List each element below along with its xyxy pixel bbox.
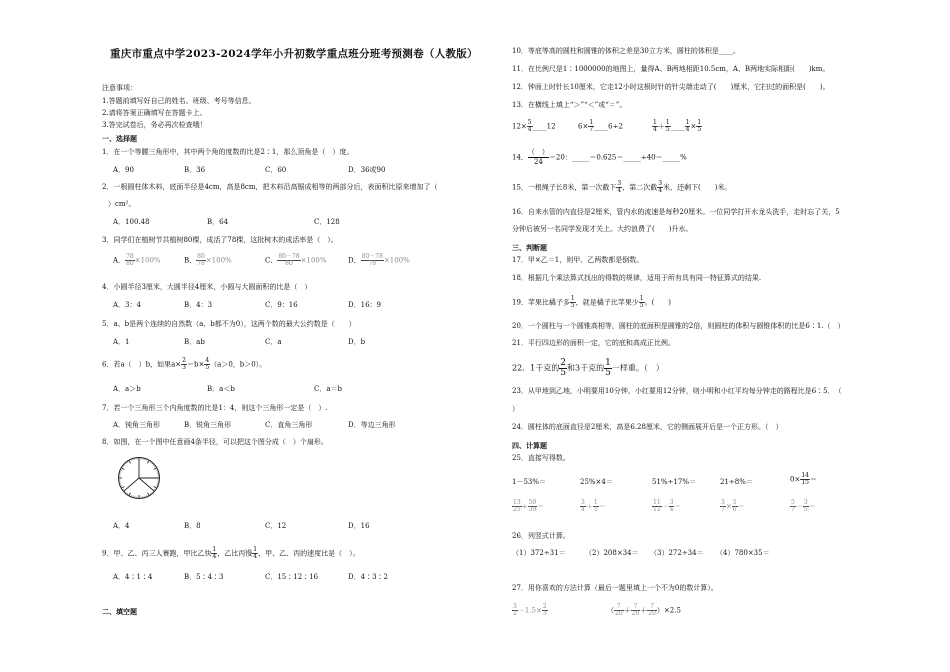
q4-option-d: D．16：9 xyxy=(348,301,381,309)
q27b-close: ）×2.5 xyxy=(656,606,681,615)
q22-pre: 22．1千克的 xyxy=(512,363,560,373)
q27b-fraction-3 xyxy=(647,604,657,617)
q6-f1-den: 3 xyxy=(182,364,186,371)
q22-f1-den: 5 xyxy=(560,368,567,378)
q25-8-n1: 11 xyxy=(653,499,661,506)
q25-9-n2: 5 xyxy=(732,499,737,506)
q3-option-a-letter: A． xyxy=(113,256,126,265)
q25-5-pre: 0× xyxy=(790,475,801,484)
section-fill: 二、填空题 xyxy=(102,607,137,616)
q27b-open: （ xyxy=(607,606,614,615)
q13-c-plus: ＋ xyxy=(657,122,665,131)
q27b-d1: 20 xyxy=(615,610,623,617)
q8-option-b: B．8 xyxy=(184,522,201,530)
q13-a-num: 5 xyxy=(527,119,532,126)
q25-8-eq: ＝ xyxy=(674,502,682,511)
q25-8-n2: 3 xyxy=(669,499,674,506)
q27b-n1: 7 xyxy=(614,604,624,611)
q4-option-b: B．4：3 xyxy=(184,301,213,309)
q25-5-post: ＝ xyxy=(809,475,817,484)
q19-f2-den: 5 xyxy=(639,302,644,309)
q6-f2-num: 4 xyxy=(205,357,210,364)
q3-d-suffix: ×100% xyxy=(383,256,410,265)
q13-item-a xyxy=(512,120,556,133)
question-15 xyxy=(512,181,732,194)
radius-3 xyxy=(124,478,139,491)
clock-tick xyxy=(148,460,150,463)
q3-option-d xyxy=(348,254,410,267)
q3-option-a-fraction xyxy=(125,254,135,267)
q25-9-d1: 7 xyxy=(721,506,725,513)
q25-item-5 xyxy=(790,473,817,486)
q25-5-fraction xyxy=(800,473,810,486)
q25-10-eq: ＝ xyxy=(808,502,816,511)
clock-tick xyxy=(129,460,131,463)
q3-option-a xyxy=(113,254,161,267)
q25-9-op: × xyxy=(725,502,732,511)
q3-b-suffix: ×100% xyxy=(205,256,232,265)
q7-option-b: B．锐角三角形 xyxy=(184,421,232,429)
q8-option-c: C．12 xyxy=(265,522,287,530)
q27b-d2: 20 xyxy=(631,610,640,617)
question-4: 4．小圆半径3厘米，大圆半径4厘米，小圆与大圆面积的比是（ ） xyxy=(102,283,312,291)
q13-b-post: ____6÷2 xyxy=(594,122,623,131)
question-16: 16．自来水管的内直径是2厘米，管内水的流速是每秒20厘米。一位同学打开水龙头洗手，走时忘了关，5 xyxy=(512,208,840,216)
q5-option-a: A．1 xyxy=(113,338,130,346)
q13-c2-num: 1 xyxy=(665,119,670,126)
q25-item-7 xyxy=(580,500,606,513)
q4-option-c: C．9：16 xyxy=(265,301,298,309)
q13-c-times: × xyxy=(690,122,697,131)
question-22 xyxy=(512,359,664,378)
q25-6-n2: 50 xyxy=(528,499,537,506)
clock-figure xyxy=(117,456,161,500)
q27-item-a xyxy=(512,604,548,617)
q3-b-denominator: 78 xyxy=(197,260,205,267)
q25-10-d1: 7 xyxy=(791,506,795,513)
q9-f1-num: 1 xyxy=(212,546,217,553)
q9-f2-den: 4 xyxy=(253,553,258,560)
q22-f2-den: 5 xyxy=(605,368,611,378)
notice-item-3: 3.答完试卷后，务必再次检查哦！ xyxy=(102,121,207,129)
q27a-d1: 2 xyxy=(513,610,517,617)
q3-option-d-fraction xyxy=(361,254,384,267)
q25-6-d1: 25 xyxy=(513,506,521,513)
q25-6-fraction-1 xyxy=(512,500,522,513)
q19-f2-num: 1 xyxy=(639,295,644,302)
q19-f1-num: 1 xyxy=(570,295,575,302)
q27b-n2: 7 xyxy=(631,604,641,611)
q15-post: 米，还剩下( )米。 xyxy=(663,183,732,192)
q13-c2-den: 5 xyxy=(665,126,670,133)
q13-b-pre: 6× xyxy=(578,122,589,131)
q25-item-3: 51%÷17%＝ xyxy=(652,478,696,486)
q5-option-b: B．ab xyxy=(184,338,205,346)
q25-8-fraction-1 xyxy=(652,500,662,513)
q25-6-fraction-2 xyxy=(528,500,538,513)
q22-post: 一样重。（ ） xyxy=(611,363,664,373)
q9-option-d: D．4∶3∶2 xyxy=(348,573,388,581)
q22-f2-num: 1 xyxy=(605,358,611,368)
question-7: 7．若一个三角形三个内角度数的比是1：4，则这个三角形一定是（ ）. xyxy=(102,404,328,412)
question-17: 17．甲×乙＝1，则甲、乙两数都是倒数。 xyxy=(512,256,644,264)
q13-a-pre: 12× xyxy=(512,122,527,131)
q25-7-op: ＋ xyxy=(585,502,593,511)
q13-c4-den: 5 xyxy=(697,126,702,133)
question-9 xyxy=(102,547,360,560)
q6-text-post: （a＞0，b＞0）。 xyxy=(210,360,267,369)
q5-option-d: D．b xyxy=(348,338,366,346)
q27b-op2: ＋ xyxy=(640,606,648,615)
q13-c-fraction-4 xyxy=(696,120,702,133)
q27b-d3: 20 xyxy=(648,610,656,617)
q7-option-a: A．钝角三角形 xyxy=(113,421,161,429)
q25-item-10 xyxy=(790,500,816,513)
q22-fraction-2 xyxy=(604,359,612,378)
q13-item-b xyxy=(578,120,623,133)
q3-option-d-letter: D． xyxy=(348,256,361,265)
question-21: 21．平行四边形的面积一定，它的底和高成正比例。 xyxy=(512,339,675,347)
q14-label: 14． xyxy=(512,153,528,162)
q3-option-b-letter: B． xyxy=(184,256,197,265)
question-3: 3．同学们在植树节共植树80棵，成活了78棵，这批树木的成活率是（ ）。 xyxy=(102,236,338,244)
q13-c1-num: 1 xyxy=(653,119,657,126)
q8-option-d: D．16 xyxy=(348,522,370,530)
notice-item-1: 1.答题前填写好自己的姓名、班级、考号等信息。 xyxy=(102,97,256,105)
q25-7-eq: ＝ xyxy=(598,502,606,511)
q27a-mid: －1.5× xyxy=(517,606,542,615)
q19-mid: ，就是橘子比苹果少 xyxy=(575,298,639,307)
q26-item-3: （3）272÷34＝ xyxy=(650,549,704,557)
q27a-d2: 3 xyxy=(542,610,547,617)
q26-item-4: （4）780×35＝ xyxy=(716,549,770,557)
q14-rest: ＝20：_____＝0.625＝_____÷40＝_____% xyxy=(548,153,687,162)
q2-option-b: B．64 xyxy=(207,218,229,226)
q3-a-denominator: 80 xyxy=(126,260,134,267)
q15-f2-num: 3 xyxy=(658,180,663,187)
q22-mid: 和3千克的 xyxy=(567,363,605,373)
q27b-fraction-1 xyxy=(614,604,624,617)
q3-d-numerator: 80－78 xyxy=(361,253,383,260)
q25-10-n2: 3 xyxy=(803,499,808,506)
section-calc: 四、计算题 xyxy=(512,441,547,450)
q3-option-c xyxy=(265,254,327,267)
question-23: 23．从甲地到乙地，小明要用10分钟，小红要用12分钟，则小明和小红平均每分钟走的路程比是6∶5． （ xyxy=(512,387,842,395)
question-19 xyxy=(512,296,671,309)
q25-5-num: 14 xyxy=(801,472,809,479)
q13-a-post: ____12 xyxy=(532,122,556,131)
q15-f2-den: 4 xyxy=(658,187,663,194)
q13-c-blank: ____ xyxy=(670,122,685,131)
q15-pre: 15．一根绳子长8米，第一次截下 xyxy=(512,183,617,192)
q25-8-d1: 12 xyxy=(653,506,661,513)
q1-option-a: A．90 xyxy=(113,166,134,174)
q3-option-c-fraction xyxy=(277,254,300,267)
q3-a-suffix: ×100% xyxy=(134,256,161,265)
q5-option-c: C．a xyxy=(265,338,282,346)
q9-text-mid: ，乙比丙慢 xyxy=(217,549,253,558)
q25-7-d2: 5 xyxy=(593,506,598,513)
page-title: 重庆市重点中学2023-2024学年小升初数学重点班分班考预测卷（人教版） xyxy=(110,48,478,60)
section-choice: 一、选择题 xyxy=(102,134,137,143)
clock-tick xyxy=(148,493,150,496)
q14-fraction xyxy=(528,148,549,167)
q13-c1-den: 4 xyxy=(653,126,657,133)
q27b-n3: 7 xyxy=(647,604,657,611)
q6-f1-num: 2 xyxy=(182,357,186,364)
q25-6-d2: 39 xyxy=(528,506,537,513)
q9-f2-num: 1 xyxy=(253,546,258,553)
q25-item-8 xyxy=(652,500,681,513)
question-14 xyxy=(512,148,687,167)
q6-option-b: B．a＜b xyxy=(207,385,235,393)
clock-tick xyxy=(121,468,124,470)
q27b-fraction-2 xyxy=(631,604,641,617)
q25-6-n1: 13 xyxy=(513,499,521,506)
q27a-fraction-2 xyxy=(542,604,548,617)
q4-option-a: A．3：4 xyxy=(113,301,141,309)
q22-f1-num: 2 xyxy=(560,358,567,368)
question-18: 18．根据几个乘法算式找出的得数的规律，适用于所有具有同一特征算式的结果. xyxy=(512,274,762,282)
q15-mid: ，第二次截 xyxy=(622,183,658,192)
question-23-cont: ） xyxy=(512,405,519,413)
q27b-op1: ＋ xyxy=(623,606,631,615)
q13-b-num: 1 xyxy=(589,119,594,126)
radius-4 xyxy=(139,478,154,491)
q14-den: 24 xyxy=(533,158,543,166)
notice-item-2: 2.请将答案正确填写在答题卡上。 xyxy=(102,109,207,117)
q9-text-pre: 9．甲、乙、丙三人赛跑，甲比乙快 xyxy=(102,549,212,558)
question-20: 20．一个圆柱与一个圆锥高相等，圆柱的底面积是圆锥的2倍，则圆柱的体积与圆锥体积的比是6∶1.（ ） xyxy=(512,322,845,330)
q9-option-c: C．15∶12∶16 xyxy=(265,573,319,581)
q13-item-c xyxy=(652,120,702,133)
q3-option-c-letter: C． xyxy=(265,256,278,265)
q13-c4-num: 1 xyxy=(697,119,702,126)
question-10: 10．等底等高的圆柱和圆锥的体积之差是30立方米，圆柱的体积是____。 xyxy=(512,47,740,55)
q9-option-b: B．5∶4∶3 xyxy=(184,573,224,581)
question-6 xyxy=(102,358,266,371)
q25-5-den: 15 xyxy=(801,479,809,486)
q25-item-6 xyxy=(512,500,544,513)
q6-option-a: A．a＞b xyxy=(113,385,141,393)
q7-option-c: C．直角三角形 xyxy=(265,421,313,429)
q27a-n2: 2 xyxy=(542,603,547,610)
q15-f1-den: 4 xyxy=(617,187,622,194)
q25-9-n1: 3 xyxy=(721,499,725,506)
question-1: 1．在一个等腰三角形中，其中两个角的度数的比是2∶1，那么顶角是（ ）度。 xyxy=(102,148,354,156)
q25-8-op: － xyxy=(661,502,669,511)
q25-9-d2: 6 xyxy=(732,506,737,513)
clock-tick xyxy=(121,487,124,489)
q22-fraction-1 xyxy=(559,359,567,378)
question-2: 2．一根圆柱体木料，底面半径是4cm，高是8cm，把木料沿高锯成相等的两部分后，表面积比原来增加了（ xyxy=(102,183,438,191)
q3-c-numerator: 80－78 xyxy=(278,253,300,260)
q3-c-suffix: ×100% xyxy=(300,256,327,265)
q25-6-op: ÷ xyxy=(521,502,528,511)
q13-a-den: 4 xyxy=(527,126,532,133)
q25-10-d2: 5 xyxy=(803,506,808,513)
q25-9-eq: ＝ xyxy=(737,502,745,511)
q25-8-d2: 4 xyxy=(669,506,674,513)
question-13: 13．在横线上填上“＞”“＜”或“＝”。 xyxy=(512,101,627,109)
question-12: 12．钟面上时针长10厘米，它走12小时这根时针的针尖端走动了( )厘米，它扫过的面积是( )。 xyxy=(512,83,830,91)
question-2-cont: ）cm²。 xyxy=(108,200,136,208)
q6-f2-den: 5 xyxy=(205,364,210,371)
q6-option-c: C．a＝b xyxy=(314,385,343,393)
q25-10-n1: 5 xyxy=(791,499,795,506)
q1-option-b: B．36 xyxy=(184,166,206,174)
question-5: 5．a、b是两个连续的自然数（a、b都不为0），这两个数的最大公约数是（ ） xyxy=(102,320,356,328)
q25-7-n1: 3 xyxy=(581,499,585,506)
q2-option-c: C．128 xyxy=(314,218,340,226)
clock-tick xyxy=(154,487,157,489)
q25-item-2: 25%×4＝ xyxy=(580,478,613,486)
clock-tick xyxy=(129,493,131,496)
q25-item-9 xyxy=(720,500,745,513)
q26-item-1: （1）372÷31＝ xyxy=(512,549,566,557)
q9-text-post: ，甲、乙、丙的速度比是（ ）。 xyxy=(258,549,360,558)
question-27: 27．用你喜欢的方法计算（最后一题里填上一个不为0的数计算）。 xyxy=(512,584,718,592)
q9-f1-den: 4 xyxy=(212,553,217,560)
q25-7-d1: 4 xyxy=(581,506,585,513)
q8-option-a: A．4 xyxy=(113,522,130,530)
q3-c-denominator: 80 xyxy=(285,260,293,267)
q25-10-op: － xyxy=(795,502,803,511)
q9-option-a: A．4∶1∶4 xyxy=(113,573,153,581)
q3-a-numerator: 78 xyxy=(126,253,134,260)
q13-c3-den: 4 xyxy=(685,126,690,133)
question-8: 8．如图，在一个图中任意画4条半径，可以把这个图分成（ ）个扇形。 xyxy=(102,438,328,446)
q15-f1-num: 3 xyxy=(617,180,622,187)
q7-option-d: D．等边三角形 xyxy=(348,421,396,429)
q13-c3-num: 1 xyxy=(685,119,690,126)
q6-text-mid: ＝b× xyxy=(186,360,205,369)
q27a-n1: 3 xyxy=(513,603,517,610)
notice-heading: 注意事项： xyxy=(102,84,137,92)
q2-option-a: A．100.48 xyxy=(113,218,150,226)
q3-option-b-fraction xyxy=(196,254,206,267)
q19-f1-den: 5 xyxy=(570,302,575,309)
q3-option-b xyxy=(184,254,232,267)
q3-d-denominator: 78 xyxy=(368,260,377,267)
q26-item-2: （2）208×34＝ xyxy=(585,549,639,557)
q13-b-den: 7 xyxy=(589,126,594,133)
section-judge: 三、判断题 xyxy=(512,243,547,252)
q25-6-eq: ＝ xyxy=(537,502,545,511)
question-16-cont: 分钟后被另一名同学发现才关上。大约浪费了( )升水。 xyxy=(512,225,693,233)
clock-tick xyxy=(154,468,157,470)
q1-option-d: D．36或90 xyxy=(348,166,386,174)
q25-item-1: 1－53%＝ xyxy=(512,478,547,486)
question-25: 25．直接写得数。 xyxy=(512,454,570,462)
q25-7-n2: 1 xyxy=(593,499,598,506)
question-26: 26．列竖式计算。 xyxy=(512,532,570,540)
q3-b-numerator: 80 xyxy=(197,253,205,260)
q1-option-c: C．60 xyxy=(265,166,287,174)
question-24: 24．圆柱体的底面直径是2厘米，高是6.28厘米，它的侧面展开后是一个正方形。（ ） xyxy=(512,423,783,431)
q27-item-b xyxy=(607,604,681,617)
q19-pre: 19．苹果比橘子多 xyxy=(512,298,570,307)
q25-item-4: 21÷8%＝ xyxy=(720,478,753,486)
q19-end: 。( ) xyxy=(644,298,672,307)
question-11: 11．在比例尺是1∶1000000的地图上，量得A、B两地相距10.5cm，A、B两地实际相距( )km。 xyxy=(512,65,830,73)
q14-num: （ ） xyxy=(527,148,549,156)
q6-text-pre: 6．若a（ ）b，如果a× xyxy=(102,360,182,369)
